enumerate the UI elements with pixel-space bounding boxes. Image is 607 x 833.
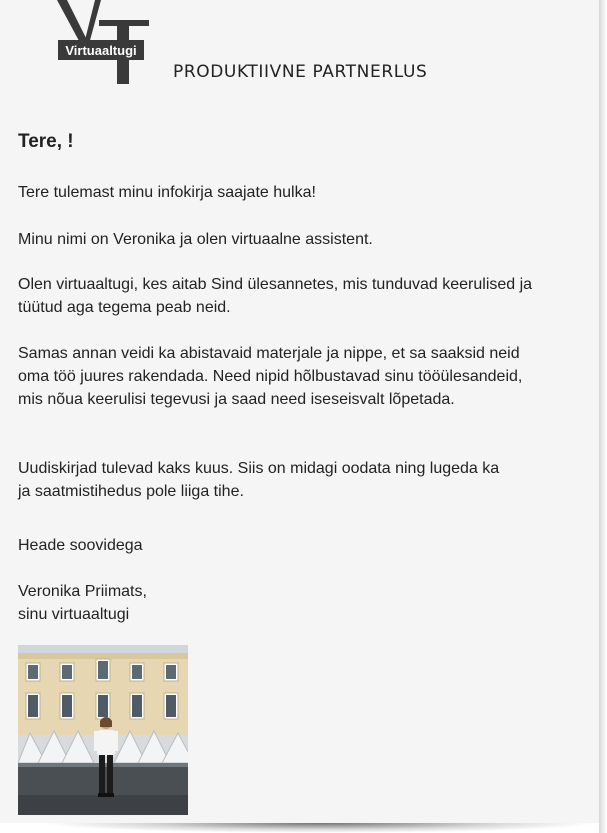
schedule-line-2: ja saatmistihedus pole liiga tihe.	[18, 483, 244, 500]
vt-logo-icon	[55, 0, 151, 84]
signature-name: Veronika Priimats,	[18, 583, 147, 600]
author-photo-image	[18, 645, 188, 815]
tips-paragraph	[18, 342, 578, 411]
virtuaaltugi-logo[interactable]	[55, 0, 151, 84]
logo-label: Virtuaaltugi	[65, 43, 137, 58]
signature	[18, 580, 578, 626]
greeting-heading: Tere, !	[18, 131, 74, 152]
intro-paragraph	[18, 228, 578, 251]
author-photo	[18, 645, 188, 815]
intro-text: Minu nimi on Veronika ja olen virtuaalne assistent.	[18, 231, 373, 248]
about-paragraph	[18, 273, 578, 319]
about-line-1: Olen virtuaaltugi, kes aitab Sind ülesannetes, mis tunduvad keerulised ja	[18, 276, 533, 293]
about-line-2: tüütud aga tegema peab neid.	[18, 299, 231, 316]
welcome-text: Tere tulemast minu infokirja saajate hulka!	[18, 184, 316, 201]
tagline: PRODUKTIIVNE PARTNERLUS	[173, 62, 428, 82]
tips-line-3: mis nõua keerulisi tegevusi ja saad need iseseisvalt lõpetada.	[18, 391, 455, 408]
closing-text: Heade soovidega	[18, 537, 143, 554]
schedule-line-1: Uudiskirjad tulevad kaks kuus. Siis on midagi oodata ning lugeda ka	[18, 460, 500, 477]
card-shadow-right	[599, 0, 607, 833]
signature-role: sinu virtuaaltugi	[18, 606, 130, 623]
schedule-paragraph	[18, 457, 578, 503]
tips-line-2: oma töö juures rakendada. Need nipid hõlbustavad sinu tööülesandeid,	[18, 368, 523, 385]
welcome-paragraph	[18, 181, 578, 204]
card-shadow-bottom	[40, 823, 600, 833]
tips-line-1: Samas annan veidi ka abistavaid materjale ja nippe, et sa saaksid neid	[18, 345, 520, 362]
